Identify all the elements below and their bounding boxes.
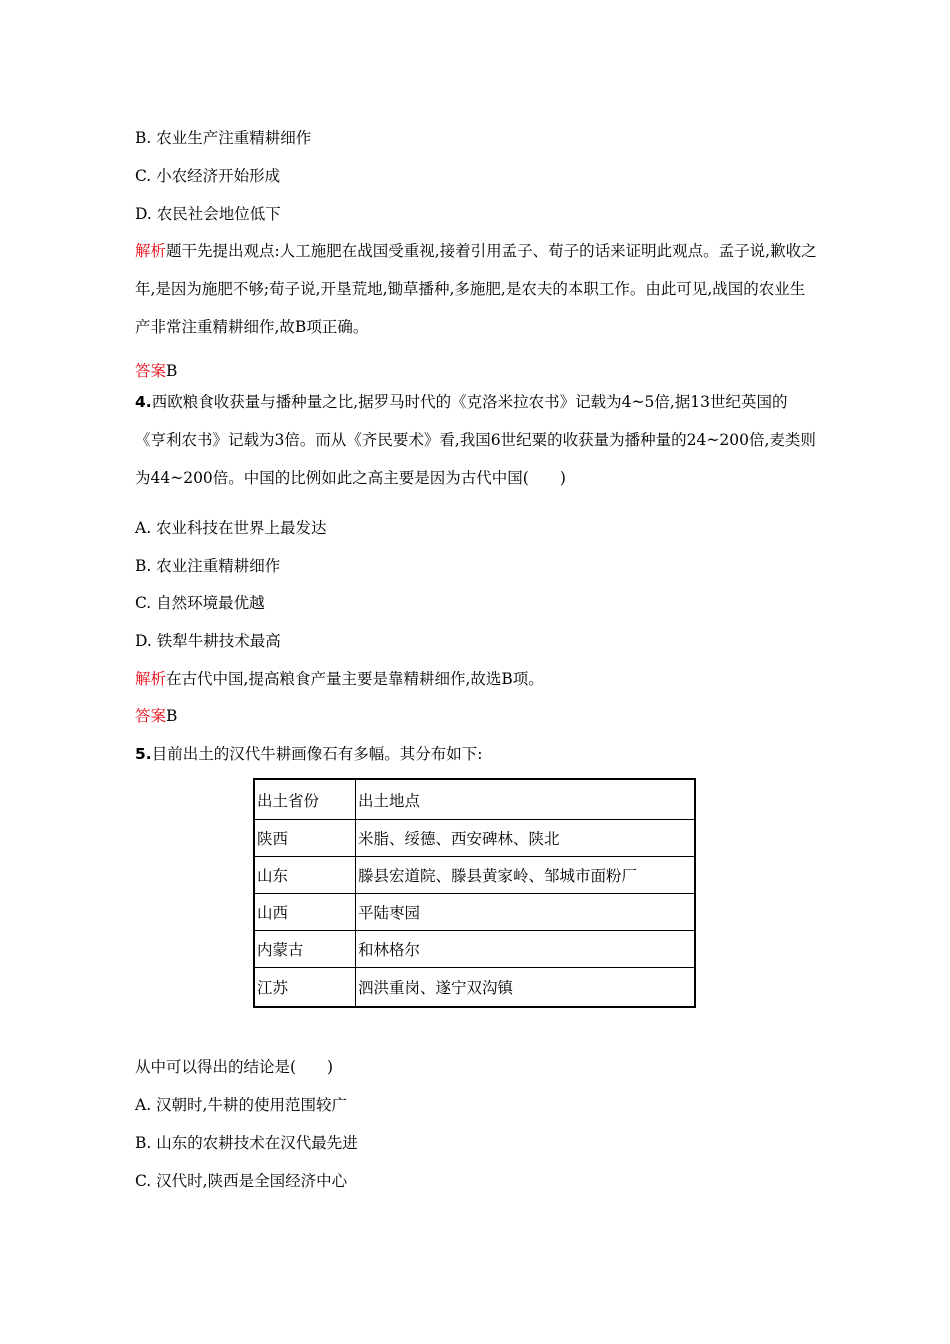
table-header-row: [254, 779, 695, 820]
q5-option-b: B. 山东的农耕技术在汉代最先进: [135, 1134, 358, 1152]
table-cell-location: 和林格尔: [356, 931, 696, 968]
q5-option-c: C. 汉代时,陕西是全国经济中心: [135, 1172, 348, 1190]
table-cell-location: 米脂、绥德、西安碑林、陕北: [356, 820, 696, 857]
q4-stem: [135, 383, 817, 497]
table-cell-province: 山西: [254, 894, 356, 931]
question-stem: 目前出土的汉代牛耕画像石有多幅。其分布如下:: [151, 745, 483, 763]
answer-label: 答案: [135, 707, 167, 725]
table-row: [254, 894, 695, 931]
table-row: [254, 857, 695, 894]
question-number: 5.: [135, 745, 152, 763]
q4-answer: [135, 706, 177, 726]
table-cell-location: 滕县宏道院、滕县黄家岭、邹城市面粉厂: [356, 857, 696, 894]
question-number: 4.: [135, 393, 152, 411]
q3-option-d: D. 农民社会地位低下: [135, 205, 281, 223]
q4-option-a: A. 农业科技在世界上最发达: [135, 519, 327, 537]
q3-answer: [135, 361, 177, 381]
q4-option-d: D. 铁犁牛耕技术最高: [135, 632, 281, 650]
q4-analysis: [135, 669, 544, 689]
table-row: [254, 968, 695, 1008]
q5-question: 从中可以得出的结论是( ): [135, 1058, 334, 1076]
table-header-cell: 出土省份: [254, 779, 356, 820]
table-row: [254, 820, 695, 857]
q4-option-b: B. 农业注重精耕细作: [135, 557, 281, 575]
table-cell-province: 山东: [254, 857, 356, 894]
table-header-cell: 出土地点: [356, 779, 696, 820]
q5-stem: [135, 744, 482, 764]
q4-option-c: C. 自然环境最优越: [135, 594, 265, 612]
distribution-table: [253, 778, 696, 1008]
q3-option-b: B. 农业生产注重精耕细作: [135, 129, 312, 147]
table-row: [254, 931, 695, 968]
table-cell-province: 江苏: [254, 968, 356, 1008]
table-cell-province: 内蒙古: [254, 931, 356, 968]
analysis-text: 题干先提出观点:人工施肥在战国受重视,接着引用孟子、荀子的话来证明此观点。孟子说,歉收之年,是因为施肥不够;荀子说,开垦荒地,锄草播种,多施肥,是农夫的本职工作。由此可见,战国的农业生产非常注重精耕细作,故B项正确。: [135, 242, 817, 336]
analysis-label: 解析: [135, 242, 167, 260]
answer-value: B: [166, 362, 178, 380]
analysis-label: 解析: [135, 670, 167, 688]
table-cell-province: 陕西: [254, 820, 356, 857]
q3-option-c: C. 小农经济开始形成: [135, 167, 281, 185]
answer-label: 答案: [135, 362, 167, 380]
question-stem: 西欧粮食收获量与播种量之比,据罗马时代的《克洛米拉农书》记载为4~5倍,据13世纪英国的《亨利农书》记载为3倍。而从《齐民要术》看,我国6世纪粟的收获量为播种量的24~200倍,麦类则为44~200倍。中国的比例如此之高主要是因为古代中国( ): [135, 393, 816, 487]
table-cell-location: 平陆枣园: [356, 894, 696, 931]
analysis-text: 在古代中国,提高粮食产量主要是靠精耕细作,故选B项。: [166, 670, 544, 688]
table-cell-location: 泗洪重岗、遂宁双沟镇: [356, 968, 696, 1008]
q3-analysis: [135, 232, 817, 346]
q5-option-a: A. 汉朝时,牛耕的使用范围较广: [135, 1096, 347, 1114]
answer-value: B: [166, 707, 178, 725]
